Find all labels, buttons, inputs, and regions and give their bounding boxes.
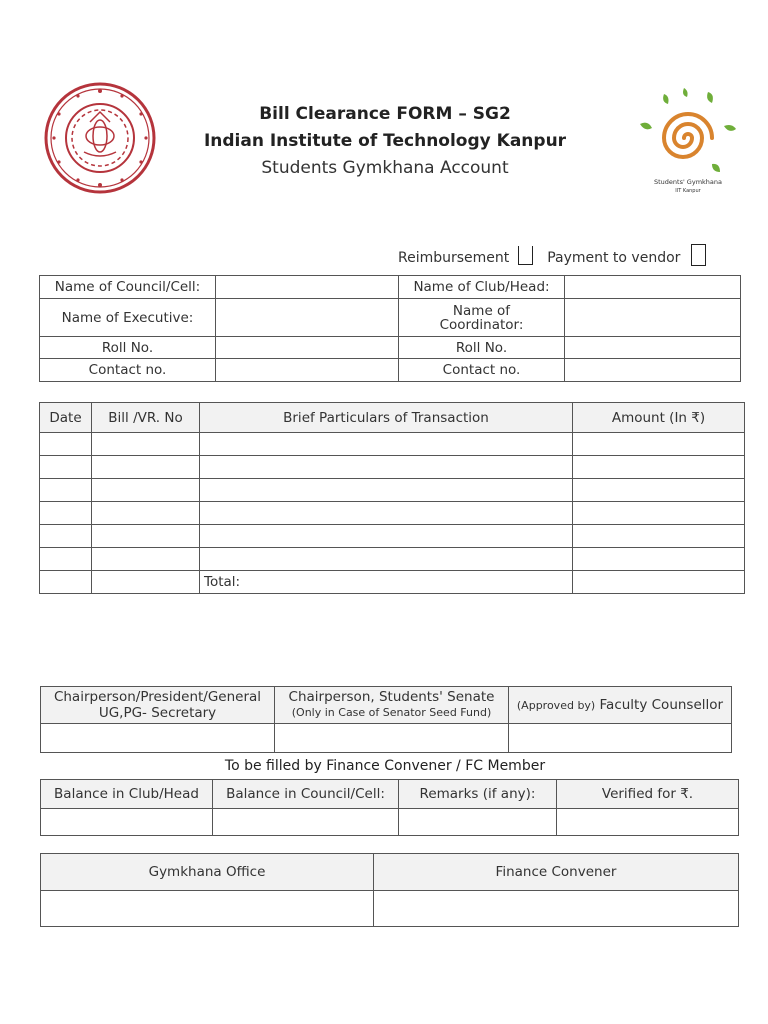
reimbursement-checkbox[interactable] [518, 246, 533, 265]
amount-field[interactable] [573, 433, 745, 456]
transaction-row [40, 548, 745, 571]
amount-field[interactable] [573, 479, 745, 502]
transaction-row [40, 525, 745, 548]
date-field[interactable] [40, 433, 92, 456]
executive-field[interactable] [216, 299, 399, 337]
remarks-field[interactable] [399, 809, 557, 836]
particulars-field[interactable] [200, 433, 573, 456]
finance-convener-signature-field[interactable] [374, 891, 739, 927]
payment-type-row [398, 244, 728, 270]
faculty-counsellor-header [509, 687, 732, 724]
bill-no-field[interactable] [92, 433, 200, 456]
total-amount-field[interactable] [573, 571, 745, 594]
payment-to-vendor-checkbox[interactable] [691, 244, 706, 266]
roll-label-right: Roll No. [399, 337, 565, 359]
gymkhana-logo-subtext: IIT Kanpur [675, 188, 701, 194]
senate-header [275, 687, 509, 724]
contact-label-left: Contact no. [40, 359, 216, 382]
executive-label: Name of Executive: [40, 299, 216, 337]
coordinator-roll-field[interactable] [565, 337, 741, 359]
approved-by-prefix: (Approved by) [516, 699, 596, 712]
coordinator-field[interactable] [565, 299, 741, 337]
amount-field[interactable] [573, 525, 745, 548]
finance-convener-header: Finance Convener [374, 854, 739, 891]
verified-for-header: Verified for ₹. [557, 780, 739, 809]
coordinator-label-line2: Coordinator: [439, 316, 524, 333]
coordinator-contact-field[interactable] [565, 359, 741, 382]
balance-club-header: Balance in Club/Head [41, 780, 213, 809]
coordinator-label [399, 299, 565, 337]
office-table [40, 853, 739, 927]
verified-for-field[interactable] [557, 809, 739, 836]
iitk-seal-icon [42, 82, 158, 194]
bill-no-field[interactable] [92, 502, 200, 525]
amount-field[interactable] [573, 456, 745, 479]
date-field[interactable] [40, 479, 92, 502]
gymkhana-office-signature-field[interactable] [41, 891, 374, 927]
chairperson-header-line1: Chairperson/President/General [53, 689, 262, 705]
faculty-counsellor-label: Faculty Counsellor [599, 697, 724, 713]
bill-no-field[interactable] [92, 548, 200, 571]
particulars-header: Brief Particulars of Transaction [200, 403, 573, 433]
institute-name: Indian Institute of Technology Kanpur [203, 131, 567, 151]
bill-no-header: Bill /VR. No [92, 403, 200, 433]
date-field[interactable] [40, 525, 92, 548]
roll-label-left: Roll No. [40, 337, 216, 359]
transaction-row [40, 456, 745, 479]
particulars-field[interactable] [200, 479, 573, 502]
reimbursement-label: Reimbursement [398, 250, 510, 266]
finance-table [40, 779, 739, 836]
faculty-counsellor-signature-field[interactable] [509, 724, 732, 753]
total-label: Total: [200, 571, 573, 594]
total-date-cell[interactable] [40, 571, 92, 594]
contact-label-right: Contact no. [399, 359, 565, 382]
bill-no-field[interactable] [92, 479, 200, 502]
senate-signature-field[interactable] [275, 724, 509, 753]
balance-council-header: Balance in Council/Cell: [213, 780, 399, 809]
form-title: Bill Clearance FORM – SG2 [259, 104, 511, 124]
executive-contact-field[interactable] [216, 359, 399, 382]
council-field[interactable] [216, 276, 399, 299]
executive-roll-field[interactable] [216, 337, 399, 359]
amount-header: Amount (In ₹) [573, 403, 745, 433]
balance-council-field[interactable] [213, 809, 399, 836]
signatures-table [40, 686, 732, 753]
senate-header-line2: (Only in Case of Senator Seed Fund) [291, 706, 492, 719]
date-field[interactable] [40, 548, 92, 571]
students-gymkhana-logo-icon [636, 86, 740, 196]
bill-no-field[interactable] [92, 525, 200, 548]
council-label: Name of Council/Cell: [40, 276, 216, 299]
coordinator-label-line1: Name of [452, 302, 511, 319]
applicant-info-table [39, 275, 741, 382]
total-bill-cell[interactable] [92, 571, 200, 594]
date-field[interactable] [40, 456, 92, 479]
particulars-field[interactable] [200, 548, 573, 571]
date-field[interactable] [40, 502, 92, 525]
particulars-field[interactable] [200, 525, 573, 548]
chairperson-header-line2: UG,PG- Secretary [98, 705, 217, 721]
chairperson-signature-field[interactable] [41, 724, 275, 753]
transactions-table [39, 402, 745, 594]
amount-field[interactable] [573, 502, 745, 525]
remarks-header: Remarks (if any): [399, 780, 557, 809]
chairperson-header [41, 687, 275, 724]
gymkhana-logo-text: Students' Gymkhana [653, 178, 723, 186]
transaction-row [40, 433, 745, 456]
payment-to-vendor-label: Payment to vendor [547, 250, 681, 266]
account-subtitle: Students Gymkhana Account [261, 158, 509, 178]
bill-no-field[interactable] [92, 456, 200, 479]
club-label: Name of Club/Head: [399, 276, 565, 299]
particulars-field[interactable] [200, 456, 573, 479]
date-header: Date [40, 403, 92, 433]
particulars-field[interactable] [200, 502, 573, 525]
transaction-row [40, 502, 745, 525]
finance-caption: To be filled by Finance Convener / FC Member [224, 758, 546, 774]
club-field[interactable] [565, 276, 741, 299]
balance-club-field[interactable] [41, 809, 213, 836]
transaction-row [40, 479, 745, 502]
senate-header-line1: Chairperson, Students' Senate [288, 689, 495, 705]
gymkhana-office-header: Gymkhana Office [41, 854, 374, 891]
amount-field[interactable] [573, 548, 745, 571]
